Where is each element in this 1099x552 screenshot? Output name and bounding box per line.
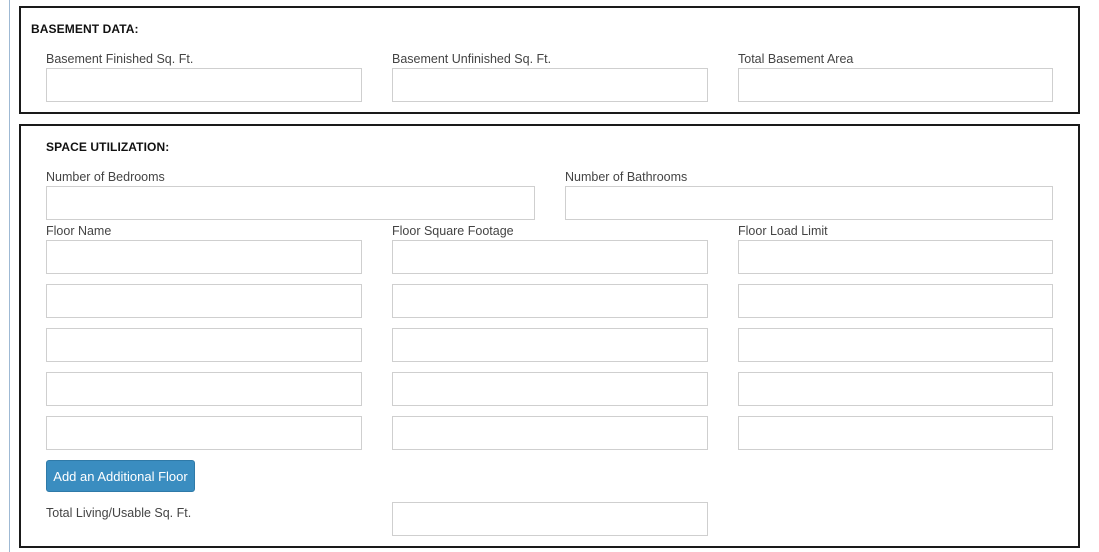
basement-unfinished-input[interactable] — [392, 68, 708, 102]
floor-name-input-5[interactable] — [46, 416, 362, 450]
floor-load-limit-input-1[interactable] — [738, 240, 1053, 274]
bedrooms-label: Number of Bedrooms — [46, 170, 165, 184]
bathrooms-input[interactable] — [565, 186, 1053, 220]
floor-name-input-3[interactable] — [46, 328, 362, 362]
total-basement-area-label: Total Basement Area — [738, 52, 854, 66]
floor-square-footage-input-5[interactable] — [392, 416, 708, 450]
floor-name-input-2[interactable] — [46, 284, 362, 318]
floor-name-input-4[interactable] — [46, 372, 362, 406]
total-basement-area-input[interactable] — [738, 68, 1053, 102]
total-living-input[interactable] — [392, 502, 708, 536]
floor-load-limit-input-2[interactable] — [738, 284, 1053, 318]
bathrooms-label: Number of Bathrooms — [565, 170, 688, 184]
basement-data-section — [19, 6, 1080, 114]
floor-load-limit-input-3[interactable] — [738, 328, 1053, 362]
floor-load-limit-header: Floor Load Limit — [738, 224, 828, 238]
total-living-label: Total Living/Usable Sq. Ft. — [46, 506, 192, 520]
basement-finished-label: Basement Finished Sq. Ft. — [46, 52, 194, 66]
bedrooms-input[interactable] — [46, 186, 535, 220]
floor-name-input-1[interactable] — [46, 240, 362, 274]
floor-load-limit-input-4[interactable] — [738, 372, 1053, 406]
floor-square-footage-input-3[interactable] — [392, 328, 708, 362]
floor-name-header: Floor Name — [46, 224, 112, 238]
floor-square-footage-header: Floor Square Footage — [392, 224, 514, 238]
floor-square-footage-input-1[interactable] — [392, 240, 708, 274]
floor-square-footage-input-4[interactable] — [392, 372, 708, 406]
space-utilization-section — [19, 124, 1080, 548]
space-section-title: SPACE UTILIZATION: — [46, 140, 170, 154]
basement-section-title: BASEMENT DATA: — [31, 22, 139, 36]
add-additional-floor-button[interactable]: Add an Additional Floor — [46, 460, 195, 492]
basement-unfinished-label: Basement Unfinished Sq. Ft. — [392, 52, 552, 66]
basement-finished-input[interactable] — [46, 68, 362, 102]
floor-square-footage-input-2[interactable] — [392, 284, 708, 318]
floor-load-limit-input-5[interactable] — [738, 416, 1053, 450]
